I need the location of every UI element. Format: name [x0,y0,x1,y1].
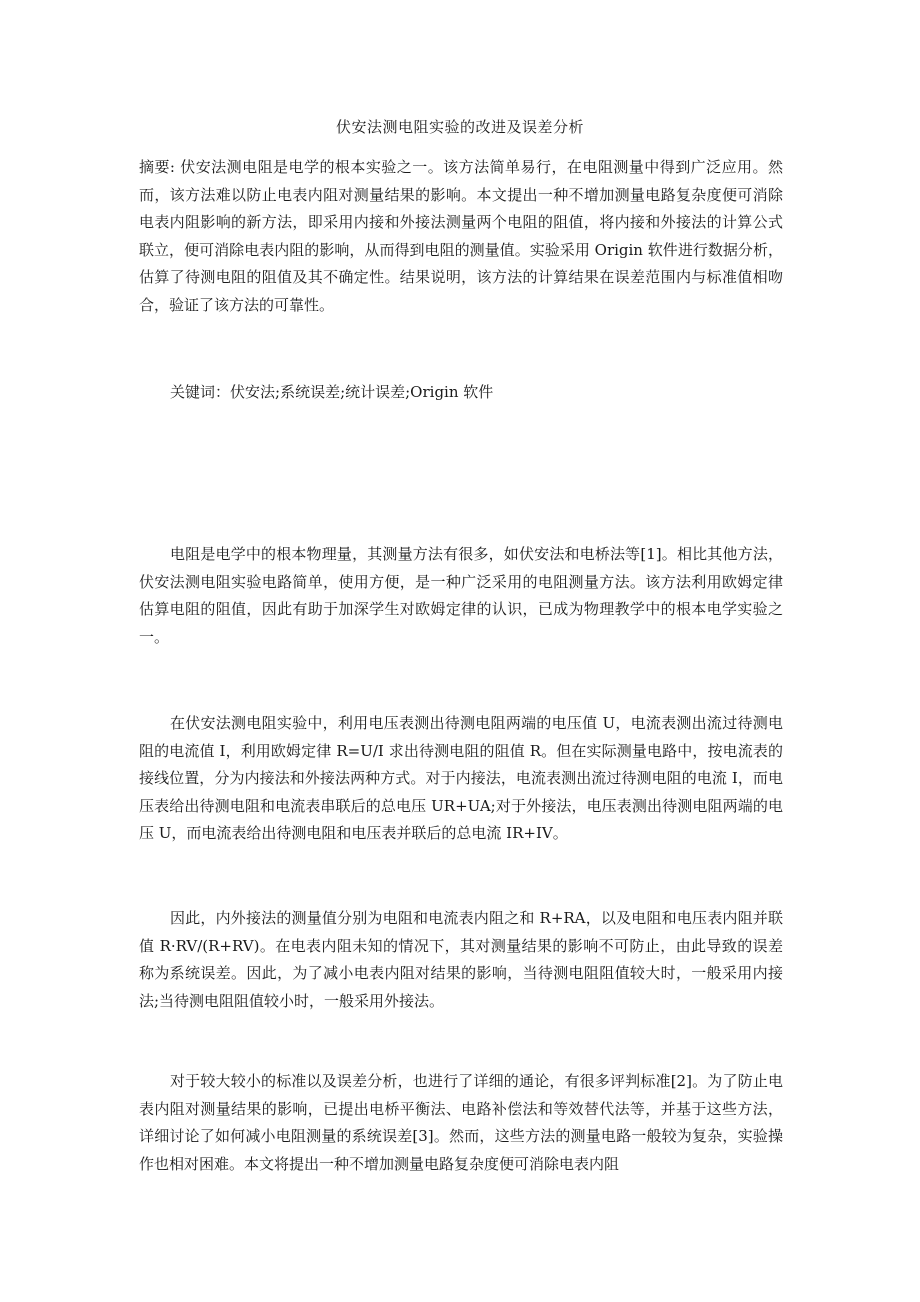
page-title: 伏安法测电阻实验的改进及误差分析 [335,118,584,136]
keywords [170,379,782,407]
keywords-text: 伏安法;系统误差;统计误差;Origin 软件 [230,383,494,401]
paragraph-1: 电阻是电学中的根本物理量，其测量方法有很多，如伏安法和电桥法等[1]。相比其他方法，伏安法测电阻实验电路简单，使用方便，是一种广泛采用的电阻测量方法。该方法利用欧姆定律估算电阻的阻值，因此有助于加深学生对欧姆定律的认识，已成为物理教学中的根本电学实验之一。 [139,545,783,646]
abstract-label: 摘要: [139,158,175,176]
paragraph-2: 在伏安法测电阻实验中，利用电压表测出待测电阻两端的电压值 U，电流表测出流过待测电阻的电流值 I，利用欧姆定律 R=U/I 求出待测电阻的阻值 R。但在实际测量电路中，按电流表的接线位置，分为内接法和外接法两种方式。对于内接法，电流表测出流过待测电阻的电流 I，而电压表给出待测电阻和电流表串联后的总电压 UR+UA;对于外接法，电压表测出待测电阻两端的电压 U，而电流表给出待测电阻和电压表并联后的总电流 IR+IV。 [139,714,783,842]
abstract-text: 伏安法测电阻是电学的根本实验之一。该方法简单易行，在电阻测量中得到广泛应用。然而，该方法难以防止电表内阻对测量结果的影响。本文提出一种不增加测量电路复杂度便可消除电表内阻影响的新方法，即采用内接和外接法测量两个电阻的阻值，将内接和外接法的计算公式联立，便可消除电表内阻的影响，从而得到电阻的测量值。实验采用 Origin 软件进行数据分析，估算了待测电阻的阻值及其不确定性。结果说明，该方法的计算结果在误差范围内与标准值相吻合，验证了该方法的可靠性。 [139,158,783,314]
keywords-label: 关键词： [170,383,231,401]
paragraph-4: 对于较大较小的标准以及误差分析，也进行了详细的通论，有很多评判标准[2]。为了防止电表内阻对测量结果的影响，已提出电桥平衡法、电路补偿法和等效替代法等，并基于这些方法，详细讨论了如何减小电阻测量的系统误差[3]。然而，这些方法的测量电路一般较为复杂，实验操作也相对困难。本文将提出一种不增加测量电路复杂度便可消除电表内阻 [139,1072,783,1173]
abstract [139,154,783,319]
paragraph-3: 因此，内外接法的测量值分别为电阻和电流表内阻之和 R+RA，以及电阻和电压表内阻并联值 R·RV/(R+RV)。在电表内阻未知的情况下，其对测量结果的影响不可防止，由此导致的误差称为系统误差。因此，为了减小电表内阻对结果的影响，当待测电阻阻值较大时，一般采用内接法;当待测电阻阻值较小时，一般采用外接法。 [139,909,783,1010]
